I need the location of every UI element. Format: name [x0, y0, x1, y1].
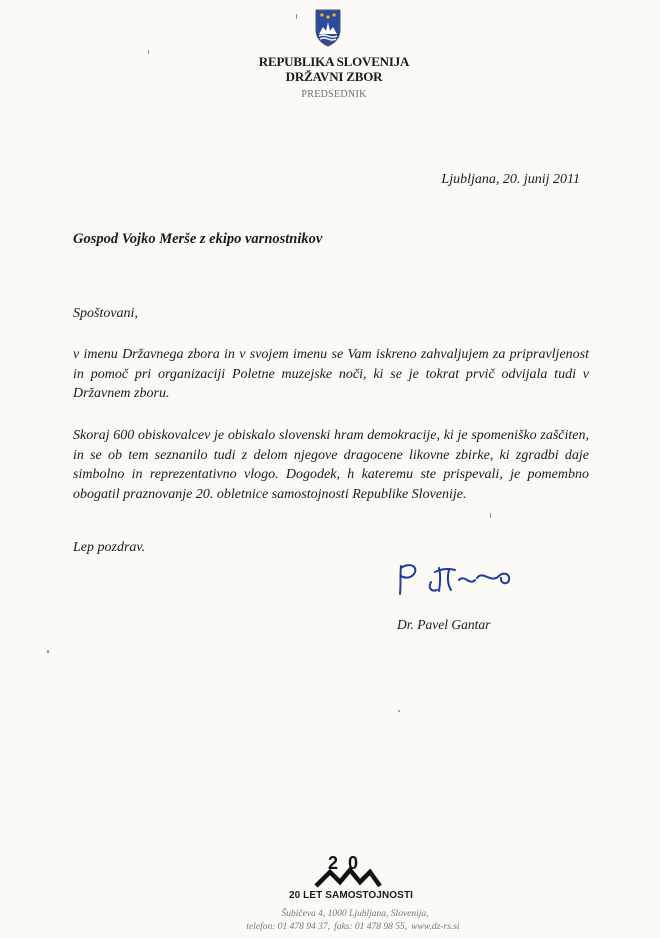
letter-date: Ljubljana, 20. junij 2011 [441, 172, 580, 187]
paper-speck [296, 14, 297, 19]
handwritten-signature [395, 558, 545, 598]
paper-speck [47, 650, 49, 653]
paper-speck [148, 50, 149, 54]
anniversary-number: 20 [327, 853, 369, 873]
anniversary-logo [312, 852, 384, 890]
body-paragraph-1: v imenu Državnega zbora in v svojem imenu se Vam iskreno zahvaljujem za pripravljenost in pomoč pri organizaciji Poletne muzejske noči, ki se je tokrat prvič odvijala tudi v Državnem zboru. [73, 347, 589, 401]
letterhead-office: PREDSEDNIK [301, 89, 367, 100]
anniversary-text: 20 LET SAMOSTOJNOSTI [288, 890, 414, 901]
footer-web: www.dz-rs.si [411, 922, 460, 932]
paper-speck [398, 710, 400, 712]
coat-of-arms-icon [313, 8, 343, 48]
footer-contacts [0, 922, 660, 932]
signer-name: Dr. Pavel Gantar [397, 617, 491, 632]
letterhead-republic: REPUBLIKA SLOVENIJA [258, 54, 410, 69]
salutation: Spoštovani, [73, 306, 138, 321]
paper-speck [490, 513, 491, 518]
closing: Lep pozdrav. [73, 540, 146, 555]
letterhead-assembly: DRŽAVNI ZBOR [285, 69, 383, 84]
recipient: Gospod Vojko Merše z ekipo varnostnikov [73, 231, 323, 247]
footer-phone: telefon: 01 478 94 37, [246, 922, 331, 932]
footer-fax: faks: 01 478 98 55, [334, 922, 408, 932]
footer-address: Šubičeva 4, 1000 Ljubljana, Slovenija, [281, 909, 429, 919]
body-paragraph-2: Skoraj 600 obiskovalcev je obiskalo slovenski hram demokracije, ki je spomeniško zaščiten, in se ob tem seznanilo tudi z delom njegove dragocene likovne zbirke, ki zgradbi daje simbolno in reprezentativno vlogo. Dogodek, h kateremu ste prispevali, je pomembno obogatil praznovanje 20. obletnice samostojnosti Republike Slovenije. [73, 428, 589, 502]
